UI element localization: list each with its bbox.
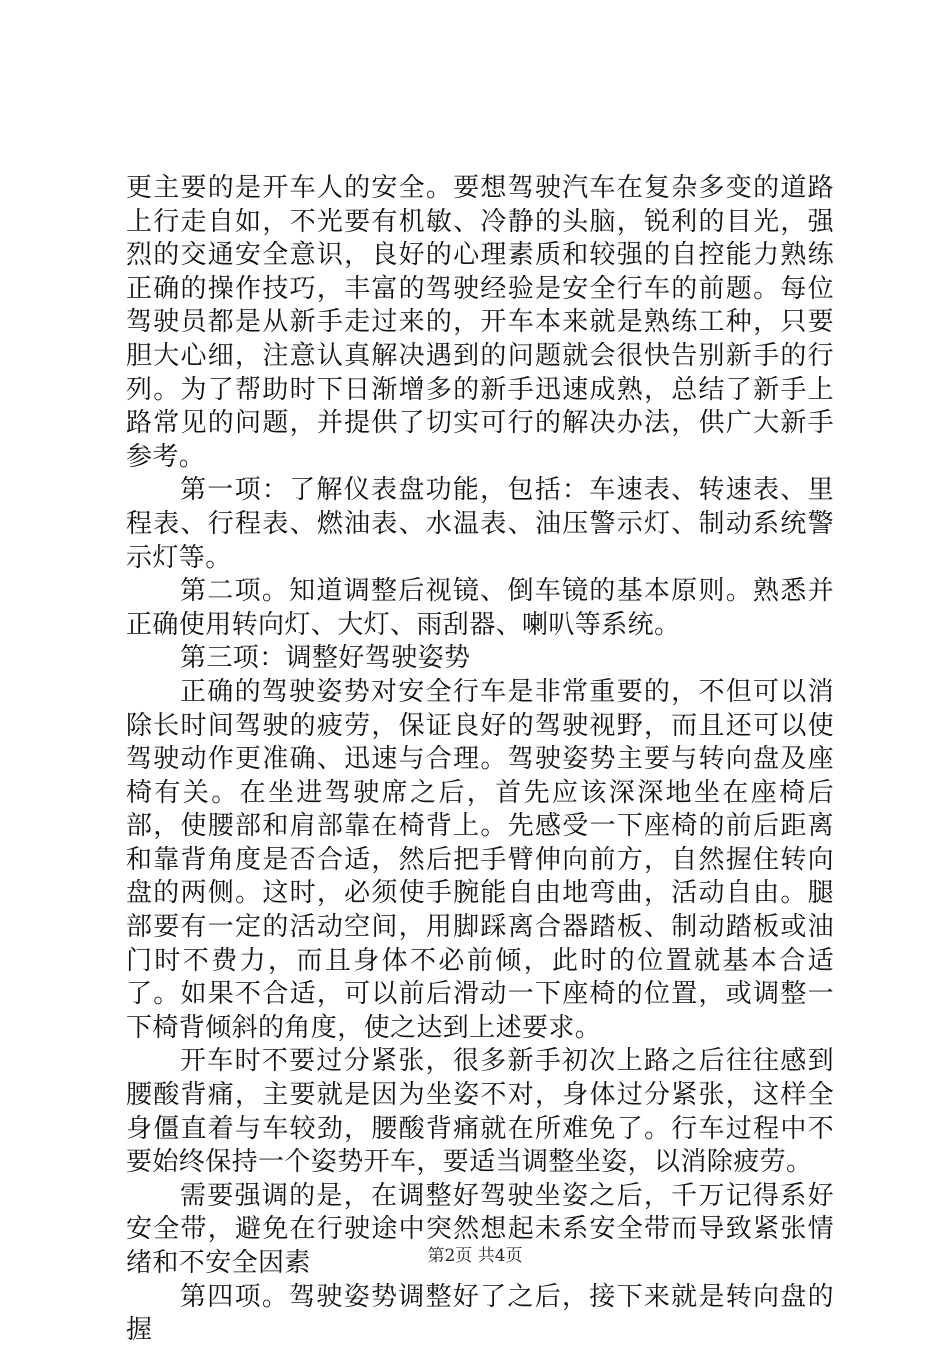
paragraph-item-one: 第一项：了解仪表盘功能，包括：车速表、转速表、里程表、行程表、燃油表、水温表、油压警示灯、制动系统警示灯等。 xyxy=(126,475,834,573)
paragraph-item-four: 第四项。驾驶姿势调整好了之后，接下来就是转向盘的握 xyxy=(126,1281,834,1346)
page-number-footer: 第2页 共4页 xyxy=(427,1246,523,1266)
document-body xyxy=(126,172,834,1348)
paragraph-item-two: 第二项。知道调整后视镜、倒车镜的基本原则。熟悉并正确使用转向灯、大灯、雨刮器、喇叭等系统。 xyxy=(126,576,834,640)
paragraph-driving-posture: 正确的驾驶姿势对安全行车是非常重要的，不但可以消除长时间驾驶的疲劳，保证良好的驾驶视野，而且还可以使驾驶动作更准确、迅速与合理。驾驶姿势主要与转向盘及座椅有关。在坐进驾驶席之后，首先应该深深地坐在座椅后部，使腰部和肩部靠在椅背上。先感受一下座椅的前后距离和靠背角度是否合适，然后把手臂伸向前方，自然握住转向盘的两侧。这时，必须使手腕能自由地弯曲，活动自由。腿部要有一定的活动空间，用脚踩离合器踏板、制动踏板或油门时不费力，而且身体不必前倾，此时的位置就基本合适了。如果不合适，可以前后滑动一下座椅的位置，或调整一下椅背倾斜的角度，使之达到上述要求。 xyxy=(126,676,834,1043)
paragraph-tension: 开车时不要过分紧张，很多新手初次上路之后往往感到腰酸背痛，主要就是因为坐姿不对，身体过分紧张，这样全身僵直着与车较劲，腰酸背痛就在所难免了。行车过程中不要始终保持一个姿势开车，要适当调整坐姿，以消除疲劳。 xyxy=(126,1046,834,1178)
paragraph-seatbelt: 需要强调的是，在调整好驾驶坐姿之后，千万记得系好安全带，避免在行驶途中突然想起未系安全带而导致紧张情绪和不安全因素 xyxy=(126,1180,834,1278)
paragraph-intro-continued: 更主要的是开车人的安全。要想驾驶汽车在复杂多变的道路上行走自如，不光要有机敏、冷静的头脑，锐利的目光，强烈的交通安全意识，良好的心理素质和较强的自控能力熟练正确的操作技巧，丰富的驾驶经验是安全行车的前题。每位驾驶员都是从新手走过来的，开车本来就是熟练工种，只要胆大心细，注意认真解决遇到的问题就会很快告别新手的行列。为了帮助时下日渐增多的新手迅速成熟，总结了新手上路常见的问题，并提供了切实可行的解决办法，供广大新手参考。 xyxy=(126,173,834,472)
paragraph-item-three-heading: 第三项：调整好驾驶姿势 xyxy=(180,643,471,674)
